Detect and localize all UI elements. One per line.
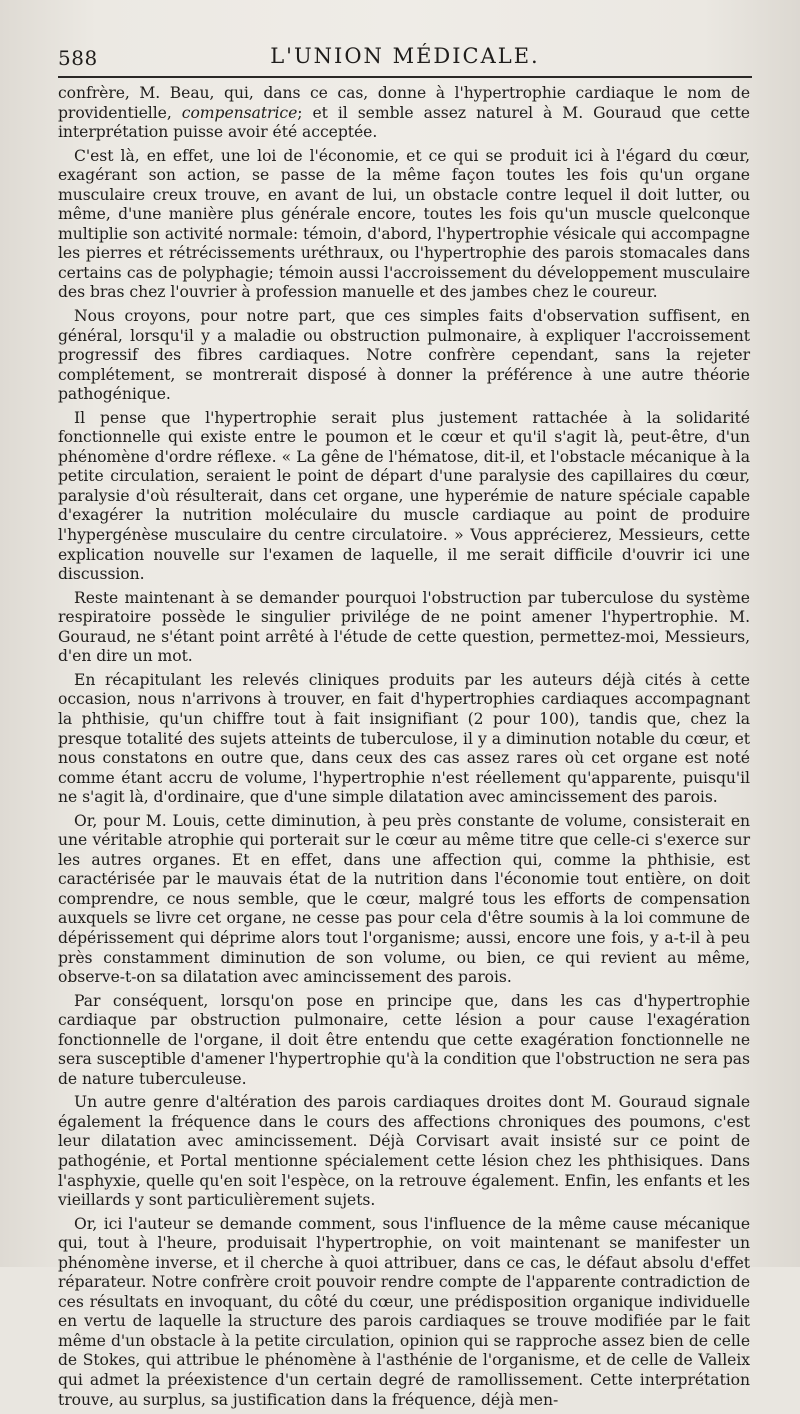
italic-term: compensatrice	[181, 103, 298, 122]
running-title: L'UNION MÉDICALE.	[270, 44, 540, 68]
body-text	[58, 84, 750, 1414]
page-header	[58, 38, 752, 72]
paragraph: Nous croyons, pour notre part, que ces simples faits d'observation suffisent, en général, lorsqu'il y a maladie ou obstruction pulmonaire, à expliquer l'accroissement progressif des fibres cardiaques. Notre confrère cependant, sans la rejeter complétement, se montrerait disposé à donner la préférence à une autre théorie pathogénique.	[58, 307, 750, 404]
paragraph: Reste maintenant à se demander pourquoi l'obstruction par tuberculose du système respiratoire possède le singulier privilége de ne point amener l'hypertrophie. M. Gouraud, ne s'étant point arrêté à l'étude de cette question, permettez-moi, Messieurs, d'en dire un mot.	[58, 588, 750, 666]
page-number: 588	[58, 46, 98, 70]
paragraph: Par conséquent, lorsqu'on pose en principe que, dans les cas d'hypertrophie cardiaque par obstruction pulmonaire, cette lésion a pour cause l'exagération fonctionnelle de l'organe, il doit être entendu que cette exagération fonctionnelle ne sera susceptible d'amener l'hypertrophie qu'à la condition que l'obstruction ne sera pas de nature tuberculeuse.	[58, 991, 750, 1088]
paragraph: C'est là, en effet, une loi de l'économie, et ce qui se produit ici à l'égard du cœur, exagérant son action, se passe de la même façon toutes les fois qu'un organe musculaire creux trouve, en avant de lui, un obstacle contre lequel il doit lutter, ou même, d'une manière plus générale encore, toutes les fois qu'un muscle quelconque multiplie son activité normale: témoin, d'abord, l'hypertrophie vésicale qui accompagne les pierres et rétrécissements uréthraux, ou l'hypertrophie des parois stomacales dans certains cas de polyphagie; témoin aussi l'accroissement du développement musculaire des bras chez l'ouvrier à profession manuelle et des jambes chez le coureur.	[58, 146, 750, 302]
paragraph: confrère, M. Beau, qui, dans ce cas, donne à l'hypertrophie cardiaque le nom de providentielle, compensatrice; et il semble assez naturel à M. Gouraud que cette interprétation puisse avoir été acceptée.	[58, 84, 750, 142]
paragraph: Or, pour M. Louis, cette diminution, à peu près constante de volume, consisterait en une véritable atrophie qui porterait sur le cœur au même titre que celle-ci s'exerce sur les autres organes. Et en effet, dans une affection qui, comme la phthisie, est caractérisée par le mauvais état de la nutrition dans l'économie tout entière, on doit comprendre, ce nous semble, que le cœur, malgré tous les efforts de compensation auxquels se livre cet organe, ne cesse pas pour cela d'être soumis à la loi commune de dépérissement qui déprime alors tout l'organisme; aussi, encore une fois, y a-t-il à peu près constamment diminution de son volume, ou bien, ce qui revient au même, observe-t-on sa dilatation avec amincissement des parois.	[58, 811, 750, 987]
paragraph: Un autre genre d'altération des parois cardiaques droites dont M. Gouraud signale également la fréquence dans le cours des affections chroniques des poumons, c'est leur dilatation avec amincissement. Déjà Corvisart avait insisté sur ce point de pathogénie, et Portal mentionne spécialement cette lésion chez les phthisiques. Dans l'asphyxie, quelle qu'en soit l'espèce, on la retrouve également. Enfin, les enfants et les vieillards y sont particulièrement sujets.	[58, 1093, 750, 1210]
paragraph: Il pense que l'hypertrophie serait plus justement rattachée à la solidarité fonctionnelle qui existe entre le poumon et le cœur et qu'il s'agit là, peut-être, d'un phénomène d'ordre réflexe. « La gêne de l'hématose, dit-il, et l'obstacle mécanique à la petite circulation, seraient le point de départ d'une paralysie des capillaires du cœur, paralysie d'où résulterait, dans cet organe, une hyperémie de nature spéciale capable d'exagérer la nutrition moléculaire du muscle cardiaque au point de produire l'hypergénèse musculaire du centre circulatoire. » Vous apprécierez, Messieurs, cette explication nouvelle sur l'examen de laquelle, il me serait difficile d'ouvrir ici une discussion.	[58, 408, 750, 584]
header-rule	[58, 76, 752, 78]
paragraph: En récapitulant les relevés cliniques produits par les auteurs déjà cités à cette occasion, nous n'arrivons à trouver, en fait d'hypertrophies cardiaques accompagnant la phthisie, qu'un chiffre tout à fait insignifiant (2 pour 100), tandis que, chez la presque totalité des sujets atteints de tuberculose, il y a diminution notable du cœur, et nous constatons en outre que, dans ceux des cas assez rares où cet organe est noté comme étant accru de volume, l'hypertrophie n'est réellement qu'apparente, puisqu'il ne s'agit là, d'ordinaire, que d'une simple dilatation avec amincissement des parois.	[58, 670, 750, 807]
paragraph: Or, ici l'auteur se demande comment, sous l'influence de la même cause mécanique qui, tout à l'heure, produisait l'hypertrophie, on voit maintenant se manifester un phénomène inverse, et il cherche à quoi attribuer, dans ce cas, le défaut absolu d'effet réparateur. Notre confrère croit pouvoir rendre compte de l'apparente contradiction de ces résultats en invoquant, du côté du cœur, une prédisposition organique individuelle en vertu de laquelle la structure des parois cardiaques se trouve modifiée par le fait même d'un obstacle à la petite circulation, opinion qui se rapproche assez bien de celle de Stokes, qui attribue le phénomène à l'asthénie de l'organisme, et de celle de Valleix qui admet la préexistence d'un certain degré de ramollissement. Cette interprétation trouve, au surplus, sa justification dans la fréquence, déjà men-	[58, 1214, 750, 1409]
